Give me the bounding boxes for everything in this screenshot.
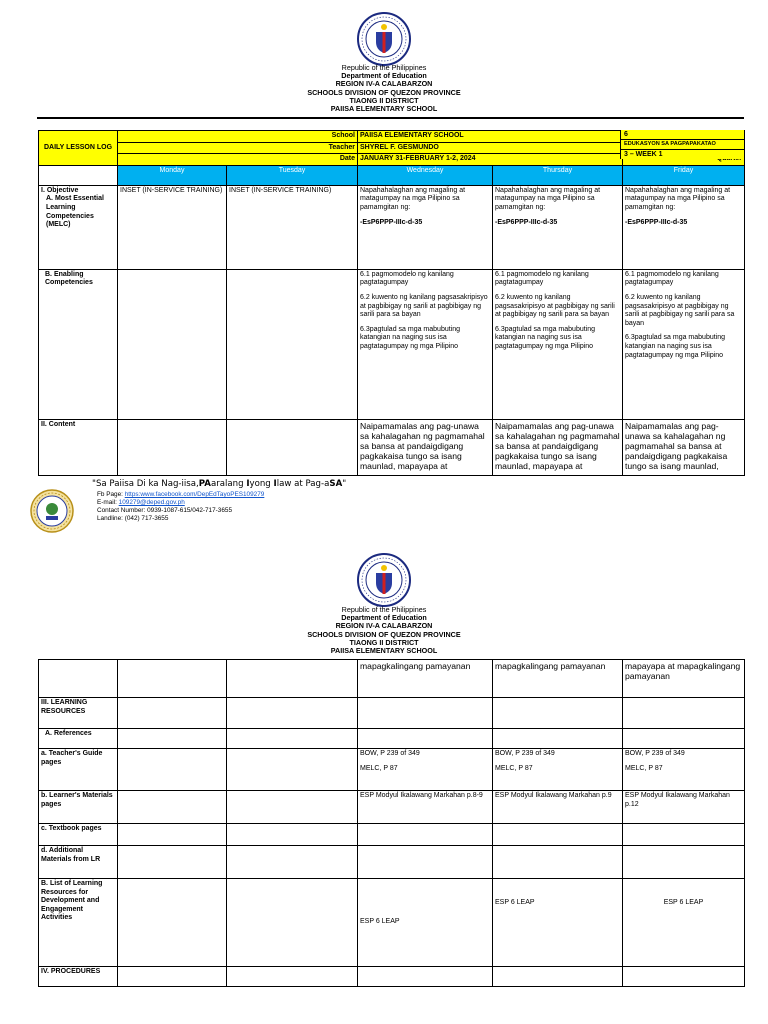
empty-cell <box>118 791 227 824</box>
tg-bow: BOW, P 239 of 349 <box>360 750 420 757</box>
empty-cell <box>227 824 358 846</box>
fb-line <box>97 491 264 499</box>
empty-cell <box>227 698 358 729</box>
region-text: REGION IV-A CALABARZON <box>335 79 433 89</box>
motto-part: aralang <box>210 479 247 489</box>
content-tuesday <box>227 419 358 475</box>
empty-cell <box>493 967 623 987</box>
division-text: SCHOOLS DIVISION OF QUEZON PROVINCE <box>307 87 461 97</box>
tg-wednesday <box>358 749 493 791</box>
lm-thursday: ESP Modyul Ikalawang Markahan p.9 <box>493 791 623 824</box>
cont-label-cell <box>39 660 118 698</box>
leap-wednesday: ESP 6 LEAP <box>358 879 493 967</box>
cont-thursday: mapagkalingang pamayanan <box>493 660 623 698</box>
learning-resources-label: III. LEARNING RESOURCES <box>39 698 118 729</box>
teachers-guide-label: a. Teacher's Guide pages <box>39 749 118 791</box>
department-text: Department of Education <box>341 613 427 623</box>
district-text: TIAONG II DISTRICT <box>349 95 419 105</box>
region-text: REGION IV-A CALABARZON <box>335 621 433 631</box>
content-wednesday: Naipamamalas ang pag-unawa sa kahalagahan ng pagmamahal sa bansa at pandaigdigang pagkakaisa tungo sa isang maunlad, mapayapa at <box>358 419 493 475</box>
references-label: A. References <box>39 729 118 749</box>
competency-code: -EsP6PPP-IIIc-d-35 <box>495 218 558 226</box>
enabling-tuesday <box>227 269 358 419</box>
objective-text: Napahahalaghan ang magaling at matagumpay na mga Pilipino sa pamamgitan ng: <box>625 186 731 211</box>
empty-cell <box>358 846 493 879</box>
enabling-friday <box>623 269 745 419</box>
empty-cell <box>493 729 623 749</box>
objective-label <box>39 185 118 269</box>
competency-code: -EsP6PPP-IIIc-d-35 <box>625 218 688 226</box>
tg-friday <box>623 749 745 791</box>
quarter-value: 3 – WEEK 1 <box>620 149 744 159</box>
email-line <box>97 499 185 507</box>
enabling-label: B. Enabling Competencies <box>39 269 118 419</box>
dll-title: DAILY LESSON LOG <box>39 131 118 166</box>
cont-tuesday <box>227 660 358 698</box>
school-logo-icon <box>30 489 74 533</box>
lesson-log-table-page2 <box>38 659 745 987</box>
school-label: School <box>118 131 358 143</box>
competency-code: -EsP6PPP-IIIc-d-35 <box>360 218 423 226</box>
textbook-label: c. Textbook pages <box>39 824 118 846</box>
content-monday <box>118 419 227 475</box>
empty-cell <box>118 879 227 967</box>
empty-cell <box>493 846 623 879</box>
enabling-item-1: 6.1 pagmomodelo ng kanilang pagtatagumpay <box>495 270 589 287</box>
empty-cell <box>623 698 745 729</box>
department-text: Department of Education <box>341 71 427 81</box>
day-thursday: Thursday <box>493 165 623 185</box>
motto-part: "Sa Paiisa Di ka Nag-iisa, <box>92 479 199 489</box>
enabling-item-3: 6.3pagtulad sa mga mabubuting katangian na naging sus isa pagtatagumpay ng mga Pilipino <box>495 325 596 350</box>
cont-friday: mapayapa at mapagkalingang pamayanan <box>623 660 745 698</box>
day-friday: Friday <box>623 165 745 185</box>
objective-thursday <box>493 185 623 269</box>
enabling-item-3: 6.3pagtulad sa mga mabubuting katangian na naging sus isa pagtatagumpay ng mga Pilipino <box>625 334 726 359</box>
day-wednesday: Wednesday <box>358 165 493 185</box>
school-text: PAIISA ELEMENTARY SCHOOL <box>330 646 438 656</box>
lesson-log-table-page1 <box>38 130 745 476</box>
objective-monday: INSET (IN-SERVICE TRAINING) <box>118 185 227 269</box>
motto-part: " <box>342 479 347 489</box>
day-monday: Monday <box>118 165 227 185</box>
empty-cell <box>227 846 358 879</box>
procedures-label: IV. PROCEDURES <box>39 967 118 987</box>
empty-cell <box>227 791 358 824</box>
letterhead-page2 <box>0 606 768 655</box>
content-label: II. Content <box>39 419 118 475</box>
empty-cell <box>227 879 358 967</box>
enabling-item-2: 6.2 kuwento ng kanilang pagsasakripisyo at pagbibigay ng sarili at pagbibigay ng sarili para sa bayan <box>360 293 488 319</box>
objective-title: I. Objective <box>41 186 79 194</box>
list-resources-label: B. List of Learning Resources for Development and Engagement Activities <box>39 879 118 967</box>
republic-text: Republic of the Philippines <box>341 63 427 72</box>
cont-monday <box>118 660 227 698</box>
empty-cell <box>118 824 227 846</box>
tg-melc: MELC, P 87 <box>360 764 398 772</box>
email-label: E-mail: <box>97 499 119 506</box>
tg-bow: BOW, P 239 of 349 <box>495 750 555 757</box>
melc-title: A. Most Essential Learning Competencies (MELC) <box>46 195 104 229</box>
empty-cell <box>623 967 745 987</box>
additional-materials-label: d. Additional Materials from LR <box>39 846 118 879</box>
motto-part: yong <box>249 479 274 489</box>
tg-melc: MELC, P 87 <box>625 764 663 772</box>
district-text: TIAONG II DISTRICT <box>349 637 419 647</box>
objective-tuesday: INSET (IN-SERVICE TRAINING) <box>227 185 358 269</box>
enabling-item-2: 6.2 kuwento ng kanilang pagsasakripisyo at pagbibigay ng sarili at pagbibigay ng sarili para sa bayan <box>625 293 735 327</box>
tg-melc: MELC, P 87 <box>495 764 533 772</box>
motto-part: I <box>246 479 250 489</box>
school-text: PAIISA ELEMENTARY SCHOOL <box>330 104 438 114</box>
empty-cell <box>227 729 358 749</box>
contact-number: Contact Number: 0939-1087-615/042-717-3655 <box>97 507 233 514</box>
republic-text: Republic of the Philippines <box>341 605 427 614</box>
school-motto <box>92 479 346 489</box>
empty-cell <box>118 698 227 729</box>
teacher-label: Teacher <box>118 142 358 154</box>
deped-seal-icon <box>357 553 411 607</box>
enabling-item-2: 6.2 kuwento ng kanilang pagsasakripisyo at pagbibigay ng sarili at pagbibigay ng sarili para sa bayan <box>495 293 615 319</box>
tg-bow: BOW, P 239 of 349 <box>625 750 685 757</box>
empty-cell <box>118 846 227 879</box>
empty-cell <box>118 967 227 987</box>
learners-materials-label: b. Learner's Materials pages <box>39 791 118 824</box>
enabling-item-3: 6.3pagtulad sa mga mabubuting katangian na naging sus isa pagtatagumpay ng mga Pilipino <box>360 325 461 350</box>
empty-cell <box>623 846 745 879</box>
grade-values <box>620 130 744 159</box>
empty-cell <box>118 749 227 791</box>
grade-value: 6 <box>620 130 744 139</box>
enabling-item-1: 6.1 pagmomodelo ng kanilang pagtatagumpay <box>625 270 719 287</box>
teacher-value: SHYREL F. GESMUNDO <box>358 142 623 154</box>
content-thursday: Naipamamalas ang pag-unawa sa kahalagahan ng pagmamahal sa bansa at pandaigdigang pagkakaisa tungo sa isang maunlad, mapayapa at <box>493 419 623 475</box>
enabling-wednesday <box>358 269 493 419</box>
lm-friday: ESP Modyul Ikalawang Markahan p.12 <box>623 791 745 824</box>
fb-link[interactable]: https:www.facebook.com/DepEdTayoPES109279 <box>124 491 265 498</box>
empty-cell <box>623 824 745 846</box>
motto-part: I <box>273 479 277 489</box>
enabling-monday <box>118 269 227 419</box>
empty-cell <box>358 729 493 749</box>
landline: Landline: (042) 717-3655 <box>97 515 169 522</box>
cont-wednesday: mapagkalingang pamayanan <box>358 660 493 698</box>
empty-cell <box>493 698 623 729</box>
empty-cell <box>118 729 227 749</box>
fb-label: Fb Page: <box>97 491 125 498</box>
leap-thursday: ESP 6 LEAP <box>493 879 623 967</box>
empty-cell <box>227 967 358 987</box>
leap-friday: ESP 6 LEAP <box>623 879 745 967</box>
empty-cell <box>227 749 358 791</box>
school-value: PAIISA ELEMENTARY SCHOOL <box>358 131 623 143</box>
objective-friday <box>623 185 745 269</box>
empty-cell <box>358 698 493 729</box>
objective-text: Napahahalaghan ang magaling at matagumpay na mga Pilipino sa pamamgitan ng: <box>360 186 466 211</box>
email-link[interactable]: 109279@deped.gov.ph <box>118 499 185 506</box>
motto-part: law at Pag-a <box>276 479 330 489</box>
date-value: JANUARY 31-FEBRUARY 1-2, 2024 <box>358 154 623 166</box>
letterhead <box>0 64 768 113</box>
objective-wednesday <box>358 185 493 269</box>
empty-cell <box>358 967 493 987</box>
empty-cell <box>358 824 493 846</box>
enabling-thursday <box>493 269 623 419</box>
spacer-cell <box>39 165 118 185</box>
tg-thursday <box>493 749 623 791</box>
empty-cell <box>493 824 623 846</box>
enabling-item-1: 6.1 pagmomodelo ng kanilang pagtatagumpay <box>360 270 454 287</box>
content-friday: Naipamamalas ang pag-unawa sa kahalagahan ng pagmamahal sa bansa at pandaigdigang pagkakaisa tungo sa isang maunlad, <box>623 419 745 475</box>
header-rule <box>37 117 744 119</box>
empty-cell <box>623 729 745 749</box>
lm-wednesday: ESP Modyul Ikalawang Markahan p.8-9 <box>358 791 493 824</box>
day-tuesday: Tuesday <box>227 165 358 185</box>
subject-value: EDUKASYON SA PAGPAPAKATAO <box>620 139 744 149</box>
date-label: Date <box>118 154 358 166</box>
motto-part: SA <box>329 479 343 489</box>
objective-text: Napahahalaghan ang magaling at matagumpay na mga Pilipino sa pamamgitan ng: <box>495 186 601 211</box>
motto-part: PA <box>198 479 211 489</box>
division-text: SCHOOLS DIVISION OF QUEZON PROVINCE <box>307 629 461 639</box>
deped-seal-icon <box>357 12 411 66</box>
